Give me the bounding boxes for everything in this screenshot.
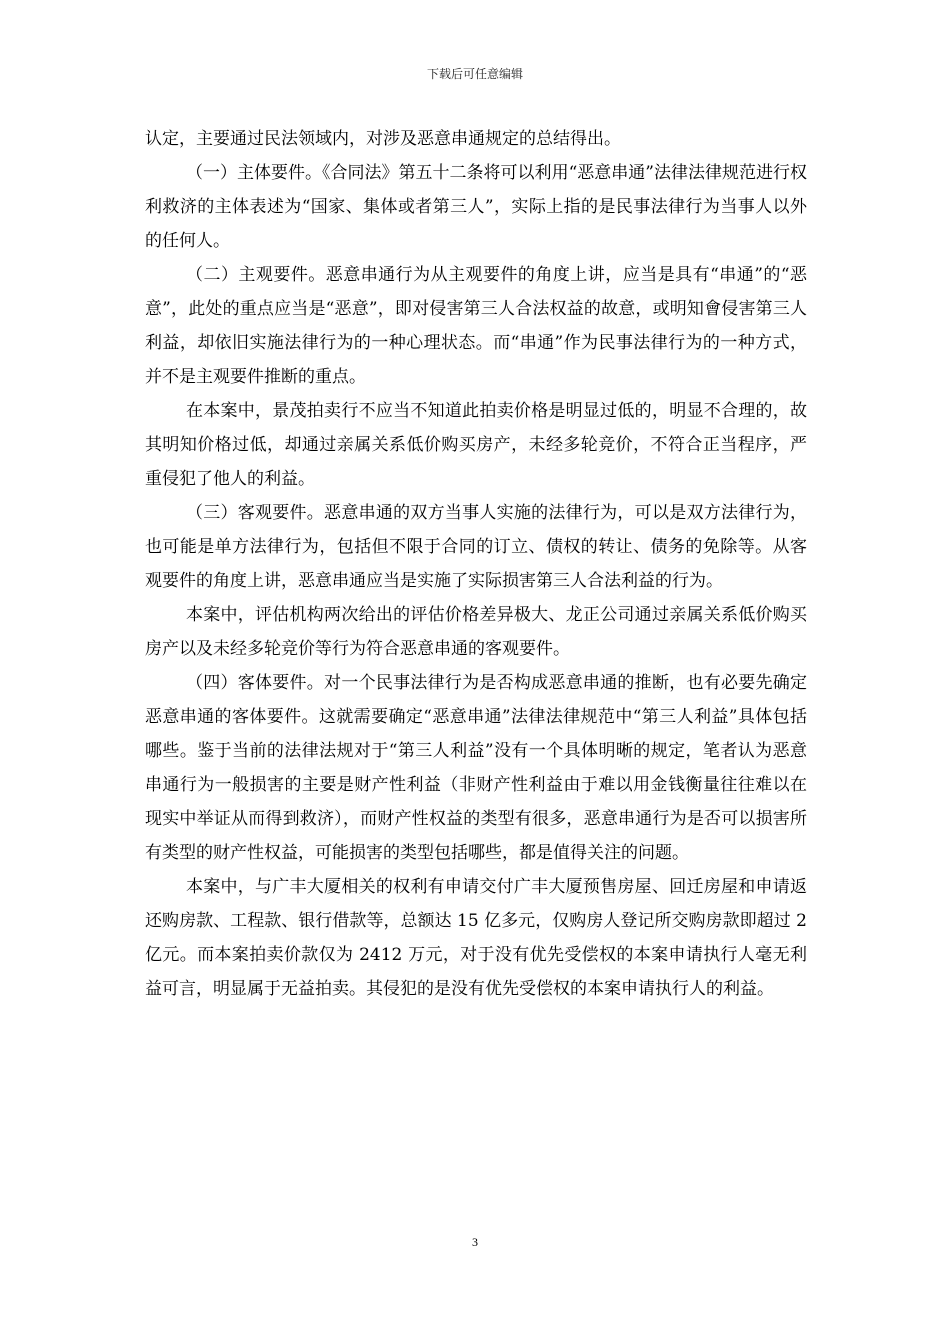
paragraph-objective-element: （三）客观要件。恶意串通的双方当事人实施的法律行为，可以是双方法律行为，也可能是单方法律行为，包括但不限于合同的订立、债权的转让、债务的免除等。从客观要件的角度上讲，恶意串通应当是实施了实际损害第三人合法利益的行为。: [145, 503, 807, 591]
paragraph-object-element: （四）客体要件。对一个民事法律行为是否构成恶意串通的推断，也有必要先确定恶意串通的客体要件。这就需要确定“恶意串通”法律法律规范中“第三人利益”具体包括哪些。鉴于当前的法律法规对于“第三人利益”没有一个具体明晰的规定，笔者认为恶意串通行为一般损害的主要是财产性利益（非财产性利益由于难以用金钱衡量往往难以在现实中举证从而得到救济），而财产性权益的类型有很多，恶意串通行为是否可以损害所有类型的财产性权益，可能损害的类型包括哪些，都是值得关注的问题。: [145, 673, 807, 863]
document-body: [145, 122, 807, 1006]
paragraph-subjective-element: （二）主观要件。恶意串通行为从主观要件的角度上讲，应当是具有“串通”的“恶意”，此处的重点应当是“恶意”，即对侵害第三人合法权益的故意，或明知會侵害第三人利益，却依旧实施法律行为的一种心理状态。而“串通”作为民事法律行为的一种方式，并不是主观要件推断的重点。: [145, 265, 807, 387]
page-number: 3: [472, 1235, 478, 1249]
paragraph-case-analysis-objective: 本案中，评估机构两次给出的评估价格差异极大、龙正公司通过亲属关系低价购买房产以及未经多轮竞价等行为符合恶意串通的客观要件。: [145, 605, 807, 659]
paragraph-continuation: 认定，主要通过民法领域内，对涉及恶意串通规定的总结得出。: [145, 129, 621, 149]
paragraph-subject-element: （一）主体要件。《合同法》第五十二条将可以利用“恶意串通”法律法律规范进行权利救济的主体表述为“国家、集体或者第三人”，实际上指的是民事法律行为当事人以外的任何人。: [145, 163, 807, 251]
page-header: 下载后可任意编辑: [426, 67, 523, 81]
paragraph-case-analysis-object: 本案中，与广丰大厦相关的权利有申请交付广丰大厦预售房屋、回迁房屋和申请返还购房款、工程款、银行借款等，总额达 15 亿多元，仅购房人登记所交购房款即超过 2 亿元。而本案拍卖价款仅为 2412 万元，对于没有优先受偿权的本案申请执行人毫无利益可言，明显属于无益拍卖。其侵犯的是没有优先受偿权的本案申请执行人的利益。: [145, 877, 807, 999]
paragraph-case-analysis-subjective: 在本案中，景茂拍卖行不应当不知道此拍卖价格是明显过低的，明显不合理的，故其明知价格过低，却通过亲属关系低价购买房产，未经多轮竞价，不符合正当程序，严重侵犯了他人的利益。: [145, 401, 807, 489]
